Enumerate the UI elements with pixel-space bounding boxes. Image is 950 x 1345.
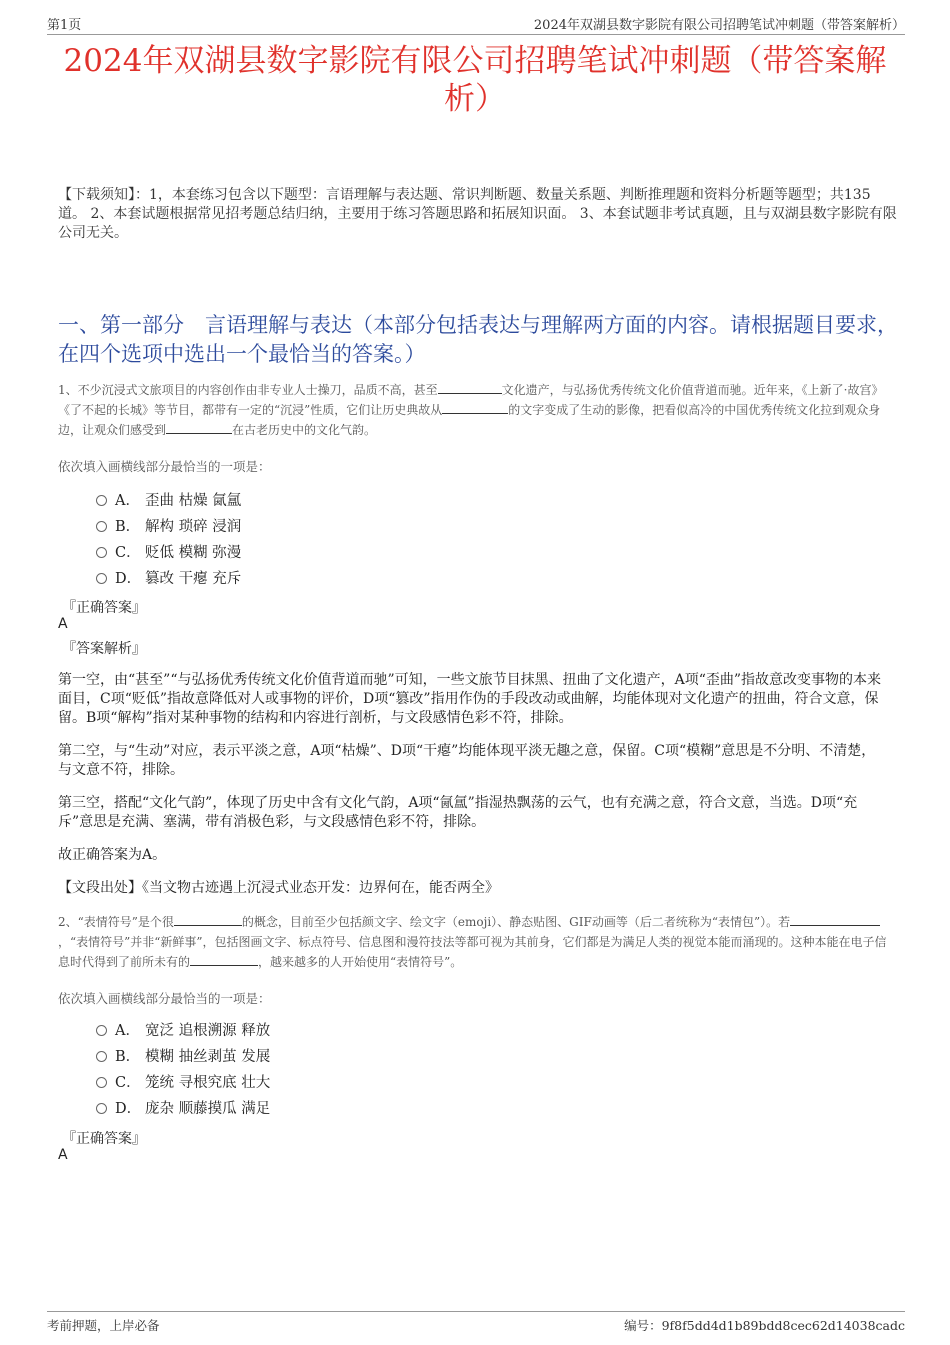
q2-answer-label: 『正确答案』 [62,1131,146,1147]
q2-part-4: ，越来越多的人开始使用“表情符号”。 [258,955,463,969]
q1-analysis-label: 『答案解析』 [62,641,146,657]
question-1-options [96,488,241,592]
footer-serial: 编号：9f8f5dd4d1b89bdd8cec62d14038cadc [624,1318,905,1333]
fill-blank-3 [166,420,232,434]
q1-analysis-conclusion: 故正确答案为A。 [58,847,167,863]
q1-analysis-paragraph-1: 第一空，由“甚至”“与弘扬优秀传统文化价值背道而驰”可知，一些文旅节目抹黑、扭曲了文化遗产，A项“歪曲”指故意改变事物的本来面目，C项“贬低”指故意降低对人或事物的评价，D项“篡改”指用作伪的手段改动或曲解，均能体现对文化遗产的扭曲，符合文意，保留。B项“解构”指对某种事物的结构和内容进行剖析，与文段感情色彩不符，排除。 [58,672,882,726]
fill-blank-2 [442,400,508,414]
q1-analysis-paragraph-2: 第二空，与“生动”对应，表示平淡之意，A项“枯燥”、D项“干瘪”均能体现平淡无趣之意，保留。C项“模糊”意思是不分明、不清楚，与文意不符，排除。 [58,743,876,778]
document-title: 2024年双湖县数字影院有限公司招聘笔试冲刺题（带答案解析） [63,43,887,117]
radio-icon[interactable] [96,1051,107,1062]
q2-option-d[interactable]: D． 庞杂 顺藤摸瓜 满足 [96,1096,270,1122]
fill-blank-2 [790,912,880,926]
radio-icon[interactable] [96,573,107,584]
q1-part-3: 的文字变成了生动的影像，把看似高冷的中国优秀传统文化拉到观众身边，让观众们感受到 [58,403,881,437]
q1-part-2: 文化遗产，与弘扬优秀传统文化价值背道而驰。近年来，《上新了·故宫》《了不起的长城》等节目，都带有一定的“沉浸”性质，它们让历史典故从 [58,383,884,417]
fill-blank-1 [174,912,242,926]
page-header [47,14,905,35]
q2-answer: A [58,1147,68,1163]
q1-option-b[interactable]: B． 解构 琐碎 浸润 [96,514,241,540]
q1-source: 【文段出处】《当文物古迹遇上沉浸式业态开发：边界何在，能否两全》 [58,880,499,896]
question-1-text [58,380,898,440]
q1-answer-label: 『正确答案』 [62,600,146,616]
question-1-instruction: 依次填入画横线部分最恰当的一项是： [58,459,271,474]
page-number: 第1页 [47,18,82,33]
section-heading: 一、第一部分 言语理解与表达（本部分包括表达与理解两方面的内容。请根据题目要求，在四个选项中选出一个最恰当的答案。） [58,313,898,366]
radio-icon[interactable] [96,521,107,532]
radio-icon[interactable] [96,547,107,558]
question-2-options [96,1018,270,1122]
footer-slogan: 考前押题，上岸必备 [47,1318,160,1333]
q2-option-b[interactable]: B． 模糊 抽丝剥茧 发展 [96,1044,270,1070]
q1-part-1: 1、不少沉浸式文旅项目的内容创作由非专业人士操刀，品质不高，甚至 [58,383,438,397]
q1-option-c[interactable]: C． 贬低 模糊 弥漫 [96,540,241,566]
q1-option-a[interactable]: A． 歪曲 枯燥 氤氲 [96,488,241,514]
q2-part-2: 的概念，目前至少包括颜文字、绘文字（emoji）、静态贴图、GIF动画等（后二者统称为“表情包”）。若 [241,915,791,929]
q1-part-4: 在古老历史中的文化气韵。 [232,423,377,437]
q2-part-3: ，“表情符号”并非“新鲜事”，包括图画文字、标点符号、信息图和漫符技法等都可视为其前身，它们都是为满足人类的视觉本能而涌现的。这种本能在电子信息时代得到了前所未有的 [58,935,887,969]
page-footer [47,1311,905,1335]
radio-icon[interactable] [96,495,107,506]
radio-icon[interactable] [96,1103,107,1114]
fill-blank-3 [190,952,258,966]
fill-blank-1 [438,380,502,394]
download-notice: 【下载须知】：1，本套练习包含以下题型：言语理解与表达题、常识判断题、数量关系题、判断推理题和资料分析题等题型；共135道。 2、本套试题根据常见招考题总结归纳，主要用于练习答题思路和拓展知识面。 3、本套试题非考试真题，且与双湖县数字影院有限公司无关。 [58,187,897,241]
q2-option-a[interactable]: A． 宽泛 追根溯源 释放 [96,1018,270,1044]
q2-option-c[interactable]: C． 笼统 寻根究底 壮大 [96,1070,270,1096]
radio-icon[interactable] [96,1077,107,1088]
q2-part-1: 2、“表情符号”是个很 [58,915,174,929]
header-title: 2024年双湖县数字影院有限公司招聘笔试冲刺题（带答案解析） [533,18,905,33]
q1-option-d[interactable]: D． 篡改 干瘪 充斥 [96,566,241,592]
q1-answer: A [58,616,68,632]
radio-icon[interactable] [96,1025,107,1036]
question-2-instruction: 依次填入画横线部分最恰当的一项是： [58,991,271,1006]
q1-analysis-paragraph-3: 第三空，搭配“文化气韵”，体现了历史中含有文化气韵，A项“氤氲”指湿热飘荡的云气，也有充满之意，符合文意，当选。D项“充斥”意思是充满、塞满，带有消极色彩，与文段感情色彩不符，排除。 [58,795,858,830]
question-2-text [58,912,898,972]
